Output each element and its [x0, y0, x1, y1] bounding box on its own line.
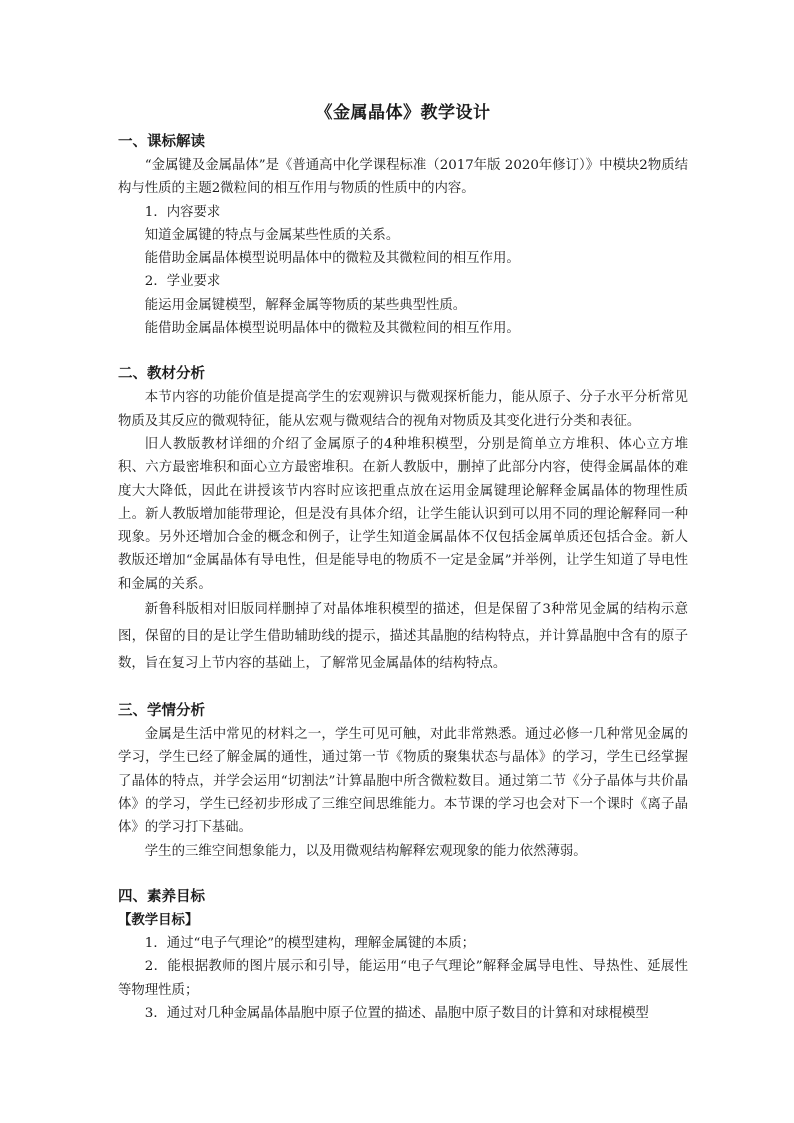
section-literacy-goals — [118, 885, 688, 1025]
document-page — [118, 100, 688, 1025]
list-item: 知道金属键的特点与金属某些性质的关系。 — [144, 227, 400, 243]
spacer — [118, 863, 688, 885]
spacer — [118, 677, 688, 699]
list-item: 2．能根据教师的图片展示和引导，能运用“电子气理论”解释金属导电性、导热性、延展性等物理性质； — [118, 959, 688, 998]
list-item: 能借助金属晶体模型说明晶体中的微粒及其微粒间的相互作用。 — [144, 251, 520, 267]
section-curriculum — [118, 130, 688, 340]
list-item: 能运用金属键模型，解释金属等物质的某些典型性质。 — [144, 297, 467, 313]
paragraph: 金属是生活中常见的材料之一，学生可见可触，对此非常熟悉。通过必修一几种常见金属的学习，学生已经了解金属的通性，通过第一节《物质的聚集状态与晶体》的学习，学生已经掌握了晶体的特点，并学会运用“切割法”计算晶胞中所含微粒数目。通过第二节《分子晶体与共价晶体》的学习，学生已经初步形成了三维空间思维能力。本节课的学习也会对下一个课时《离子晶体》的学习打下基础。 — [118, 727, 688, 836]
spacer — [118, 340, 688, 362]
list-item: 能借助金属晶体模型说明晶体中的微粒及其微粒间的相互作用。 — [144, 321, 520, 337]
subheading: 【教学目标】 — [118, 912, 199, 928]
section-student-analysis — [118, 699, 688, 863]
list-item: 1．通过“电子气理论”的模型建构，理解金属键的本质； — [144, 936, 475, 952]
section-heading: 三、学情分析 — [118, 703, 205, 720]
section-textbook-analysis — [118, 362, 688, 677]
list-item: 3．通过对几种金属晶体晶胞中原子位置的描述、晶胞中原子数目的计算和对球棍模型 — [144, 1006, 649, 1022]
paragraph: 本节内容的功能价值是提高学生的宏观辨识与微观探析能力，能从原子、分子水平分析常见物质及其反应的微观特征，能从宏观与微观结合的视角对物质及其变化进行分类和表征。 — [118, 390, 688, 429]
paragraph: 新鲁科版相对旧版同样删掉了对晶体堆积模型的描述，但是保留了3种常见金属的结构示意图，保留的目的是让学生借助辅助线的提示，描述其晶胞的结构特点，并计算晶胞中含有的原子数，旨在复习上节内容的基础上，了解常见金属晶体的结构特点。 — [118, 602, 688, 672]
paragraph: 学生的三维空间想象能力，以及用微观结构解释宏观现象的能力依然薄弱。 — [144, 843, 587, 859]
subheading: 1．内容要求 — [144, 204, 221, 220]
paragraph: “金属键及金属晶体”是《普通高中化学课程标准（2017年版 2020年修订）》中模块2物质结构与性质的主题2微粒间的相互作用与物质的性质中的内容。 — [118, 158, 688, 197]
paragraph: 旧人教版教材详细的介绍了金属原子的4种堆积模型，分别是简单立方堆积、体心立方堆积、六方最密堆积和面心立方最密堆积。在新人教版中，删掉了此部分内容，使得金属晶体的难度大大降低，因此在讲授该节内容时应该把重点放在运用金属键理论解释金属晶体的物理性质上。新人教版增加能带理论，但是没有具体介绍，让学生能认识到可以用不同的理论解释同一种现象。另外还增加合金的概念和例子，让学生知道金属晶体不仅包括金属单质还包括合金。新人教版还增加“金属晶体有导电性，但是能导电的物质不一定是金属”并举例，让学生知道了导电性和金属的关系。 — [118, 436, 688, 592]
section-heading: 二、教材分析 — [118, 366, 205, 383]
subheading: 2．学业要求 — [144, 274, 221, 290]
section-heading: 四、素养目标 — [118, 888, 205, 905]
section-heading: 一、课标解读 — [118, 134, 205, 150]
document-title: 《金属晶体》教学设计 — [315, 103, 491, 123]
